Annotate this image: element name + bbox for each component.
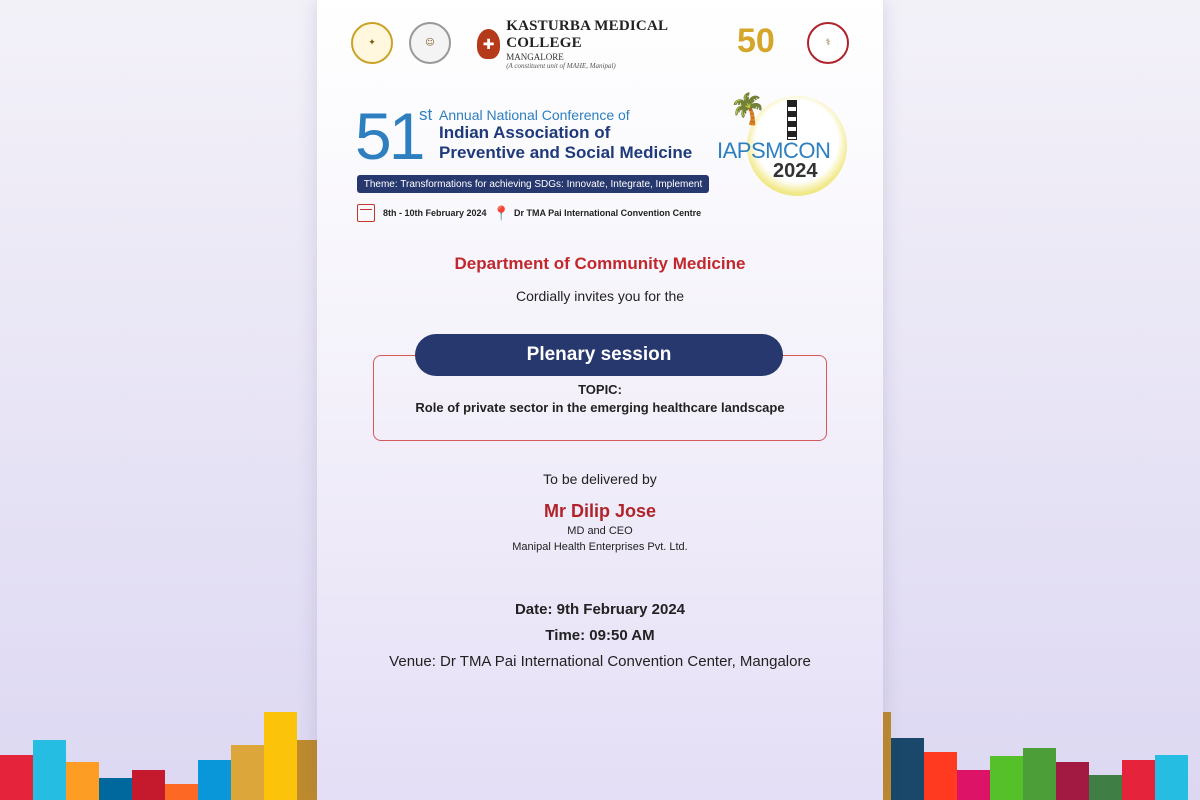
sdg-color-bar	[33, 740, 66, 800]
conference-line-3: Preventive and Social Medicine	[439, 143, 693, 162]
iapsmcon-year: 2024	[773, 160, 818, 182]
conference-number	[355, 99, 433, 173]
sdg-color-bar	[1023, 748, 1056, 800]
sdg-color-bar	[165, 784, 198, 800]
speaker-role: MD and CEO	[567, 525, 633, 537]
location-pin-icon: 📍	[492, 204, 510, 221]
speaker-org: Manipal Health Enterprises Pvt. Ltd.	[512, 541, 688, 553]
iapsmcon-logo	[717, 92, 867, 202]
kmc-logo	[477, 18, 721, 70]
sdg-color-bar	[0, 755, 33, 800]
sdg-color-bar	[957, 770, 990, 800]
palm-tree-icon: 🌴	[729, 93, 767, 126]
conference-dates: 8th - 10th February 2024	[383, 208, 487, 218]
conference-title	[439, 107, 692, 163]
conference-dates-venue	[357, 204, 701, 222]
session-time: Time: 09:50 AM	[545, 627, 655, 644]
speaker-name: Mr Dilip Jose	[543, 501, 657, 521]
department-name: Department of Community Medicine	[454, 254, 746, 273]
sdg-color-bar	[990, 756, 1023, 800]
society-seal-icon: ✦	[351, 22, 393, 64]
invitation-card	[317, 0, 883, 800]
college-note: (A constituent unit of MAHE, Manipal)	[506, 62, 616, 70]
iapsm-seal-icon: ⚕	[807, 22, 849, 64]
theme-banner: Theme: Transformations for achieving SDGs: Innovate, Integrate, Implement	[357, 175, 709, 193]
sdg-color-bar	[231, 745, 264, 800]
sdg-color-bar	[1122, 760, 1155, 800]
sdg-color-bar	[891, 738, 924, 800]
logo-row	[317, 18, 883, 70]
conference-line-1: Annual National Conference of	[439, 107, 630, 123]
kmc-emblem-icon: ✚	[477, 29, 500, 59]
sdg-color-bar	[1056, 762, 1089, 800]
invite-line: Cordially invites you for the	[515, 288, 685, 304]
session-venue: Venue: Dr TMA Pai International Convention Center, Mangalore	[389, 653, 811, 670]
sdg-color-bar	[1089, 775, 1122, 800]
college-name: KASTURBA MEDICAL COLLEGE	[506, 18, 668, 51]
topic-label: TOPIC:	[578, 382, 622, 397]
session-title-pill: Plenary session	[415, 334, 783, 376]
sdg-color-bar	[66, 762, 99, 800]
sdg-color-bar	[924, 752, 957, 800]
sdg-color-bar	[99, 778, 132, 800]
college-city: MANGALORE	[506, 52, 564, 62]
sdg-color-bar	[264, 712, 297, 800]
sdg-color-bar	[1155, 755, 1188, 800]
conference-venue: Dr TMA Pai International Convention Centre	[513, 208, 702, 218]
conference-line-2: Indian Association of	[439, 123, 611, 142]
anniversary-logo: 50	[737, 22, 775, 60]
lighthouse-icon	[787, 100, 797, 140]
sdg-color-bar	[198, 760, 231, 800]
iapsmcon-word: IAPSMCON	[717, 138, 831, 163]
calendar-icon	[357, 204, 375, 222]
delivered-by: To be delivered by	[543, 471, 657, 487]
conference-number-digits: 51	[355, 99, 423, 173]
session-date: Date: 9th February 2024	[514, 601, 686, 618]
conference-number-suffix: st	[419, 105, 433, 124]
founder-portrait-icon: ☺	[409, 22, 451, 64]
sdg-color-bar	[132, 770, 165, 800]
topic-text: Role of private sector in the emerging healthcare landscape	[415, 400, 785, 415]
